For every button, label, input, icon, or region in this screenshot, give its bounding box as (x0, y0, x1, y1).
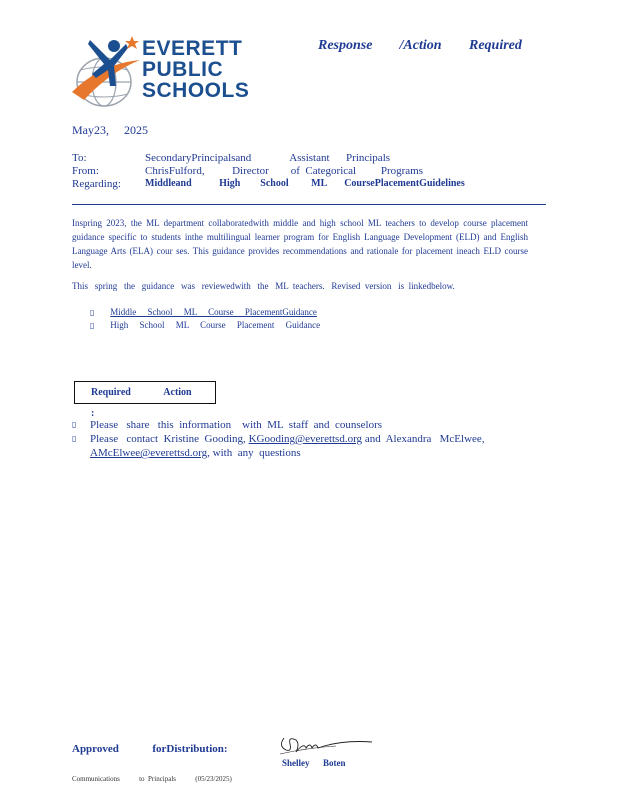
action-label: Action (163, 387, 192, 398)
list-item (72, 418, 532, 432)
for-distribution-label: forDistribution: (152, 743, 228, 755)
kgooding-email-link[interactable]: KGooding@everettsd.org (248, 433, 363, 445)
logo-line-2: PUBLIC (142, 58, 224, 81)
logo-line-1: EVERETT (142, 37, 243, 60)
high-school-guidance-link[interactable]: High School ML Course Placement Guidance (110, 320, 321, 330)
contact-text-mid: and Alexandra McElwee, (364, 433, 485, 445)
header-action: /Action (399, 38, 442, 53)
signature-icon (276, 730, 376, 758)
approved-for-distribution (72, 743, 228, 755)
action-item-share: Please share this information with ML staff and counselors (90, 419, 383, 431)
bullet-icon: ▯ (90, 321, 95, 330)
action-items (72, 418, 532, 460)
body-paragraph-1: Inspring 2023, the ML department collaboratedwith middle and high school ML teachers to develop course placement guidance specific to students inthe multilingual learner program for English Language Development (ELD) and English Language Arts (ELA) cour ses. This guidance provides recommendations and rationale for placement ineach ELD course level. (72, 218, 528, 270)
contact-text-post: , with any questions (207, 447, 301, 459)
header-divider (72, 204, 546, 205)
signer-name: Shelley Boten (282, 758, 346, 768)
bullet-icon: ▯ (72, 434, 77, 443)
contact-text-pre: Please contact Kristine Gooding, (90, 433, 246, 445)
body-paragraph-2: This spring the guidance was reviewedwith the ML teachers. Revised version is linkedbelow. (72, 281, 455, 291)
from-value: ChrisFulford, Director of Categorical Programs (145, 165, 424, 177)
list-item (90, 319, 320, 332)
regarding-label: Regarding: (72, 178, 121, 190)
guidance-links (90, 306, 320, 332)
footer-note: Communications to Principals (05/23/2025) (72, 775, 232, 783)
action-colon: : (91, 408, 95, 419)
action-item-contact (90, 432, 485, 460)
required-label: Required (91, 387, 131, 398)
to-label: To: (72, 152, 87, 164)
bullet-icon: ▯ (90, 308, 95, 317)
amcelwee-email-link[interactable]: AMcElwee@everettsd.org (90, 447, 208, 459)
required-action-box (74, 381, 216, 419)
bullet-icon: ▯ (72, 420, 77, 429)
from-label: From: (72, 165, 99, 177)
regarding-value: Middleand High School ML CoursePlacementGuidelines (145, 178, 465, 189)
district-logo (70, 34, 260, 110)
list-item (90, 306, 320, 319)
header-response: Response (318, 38, 373, 53)
logo-wordmark (142, 38, 249, 101)
header-required: Required (469, 38, 522, 53)
logo-globe-runner-icon (70, 34, 142, 110)
memo-date: May23, 2025 (72, 123, 148, 137)
to-value: SecondaryPrincipalsand Assistant Principals (145, 152, 391, 164)
list-item (72, 432, 532, 460)
logo-line-3: SCHOOLS (142, 79, 250, 102)
middle-school-guidance-link[interactable]: Middle School ML Course PlacementGuidance (110, 307, 317, 317)
response-required-header (318, 38, 522, 54)
approved-label: Approved (72, 743, 119, 755)
memo-header (72, 152, 552, 192)
